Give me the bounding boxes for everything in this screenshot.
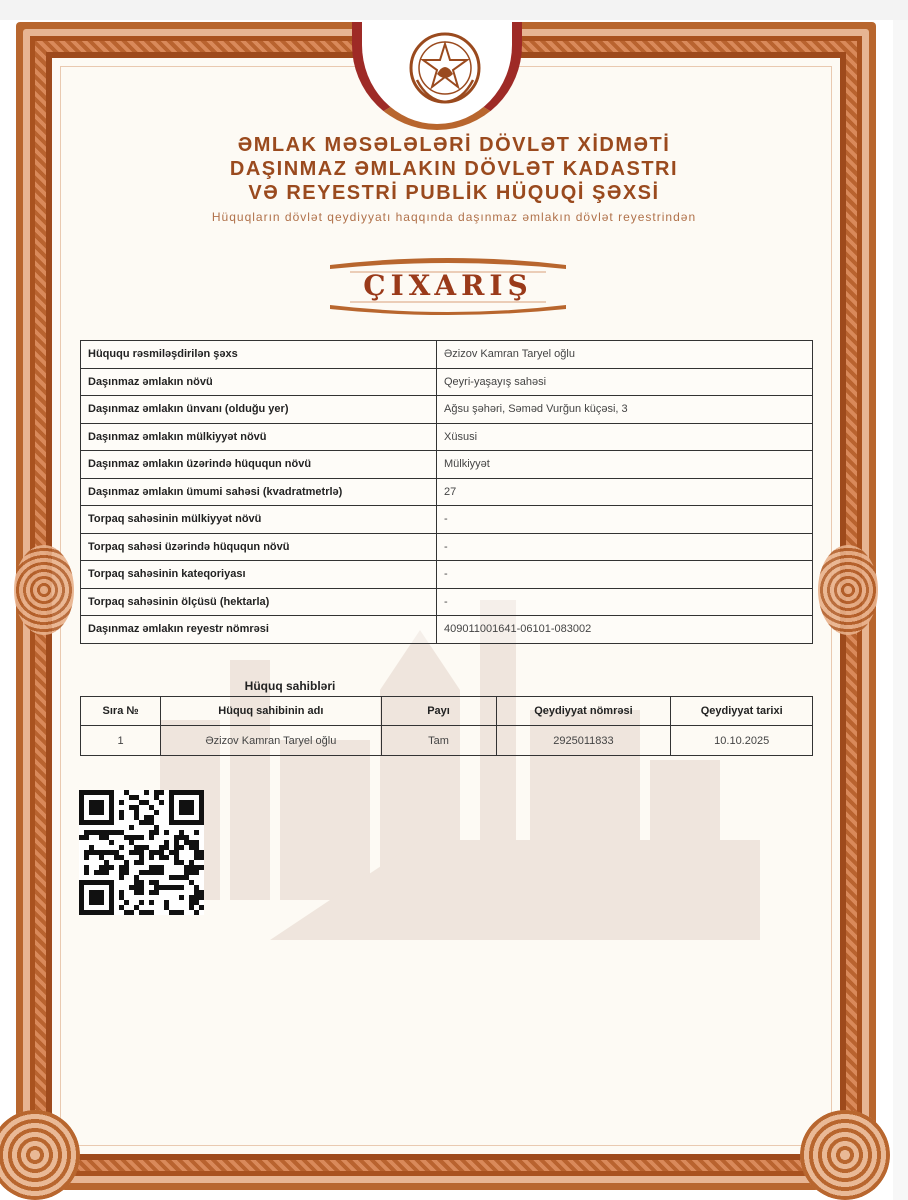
org-line-1: ƏMLAK MƏSƏLƏLƏRİ DÖVLƏT XİDMƏTİ	[237, 134, 671, 156]
document-title-banner	[330, 255, 566, 319]
column-header: Hüquq sahibinin adı	[161, 697, 381, 726]
property-info-table	[80, 340, 813, 644]
table-row	[81, 588, 813, 616]
table-row	[81, 561, 813, 589]
field-label: Daşınmaz əmlakın növü	[81, 368, 437, 396]
field-label: Daşınmaz əmlakın ümumi sahəsi (kvadratmetrlə)	[81, 478, 437, 506]
org-line-3: VƏ REYESTRİ PUBLİK HÜQUQİ ŞƏXSİ	[248, 182, 660, 204]
field-label: Daşınmaz əmlakın üzərində hüququn növü	[81, 451, 437, 479]
org-line-2: DAŞINMAZ ƏMLAKIN DÖVLƏT KADASTRI	[229, 158, 679, 180]
table-header-row	[81, 697, 813, 726]
left-rosette	[14, 545, 74, 635]
field-value: 27	[437, 478, 813, 506]
right-rosette	[818, 545, 878, 635]
owners-caption: Hüquq sahibləri	[244, 679, 336, 693]
state-emblem-icon	[407, 30, 483, 106]
column-header: Payı	[381, 697, 496, 726]
field-value: -	[437, 506, 813, 534]
field-value: 409011001641-06101-083002	[437, 616, 813, 644]
table-row	[81, 506, 813, 534]
table-row	[81, 341, 813, 369]
field-value: Əzizov Kamran Taryel oğlu	[437, 341, 813, 369]
field-value: Ağsu şəhəri, Səməd Vurğun küçəsi, 3	[437, 396, 813, 424]
document-subtitle: Hüquqların dövlət qeydiyyatı haqqında daşınmaz əmlakın dövlət reyestrindən	[211, 210, 697, 224]
field-label: Torpaq sahəsi üzərində hüququn növü	[81, 533, 437, 561]
field-label: Daşınmaz əmlakın ünvanı (olduğu yer)	[81, 396, 437, 424]
table-row	[81, 368, 813, 396]
field-value: Xüsusi	[437, 423, 813, 451]
table-row	[81, 396, 813, 424]
field-label: Torpaq sahəsinin mülkiyyət növü	[81, 506, 437, 534]
field-value: -	[437, 588, 813, 616]
table-cell: 1	[81, 726, 161, 756]
table-row	[81, 726, 813, 756]
table-cell: 2925011833	[496, 726, 671, 756]
table-cell: Tam	[381, 726, 496, 756]
table-row	[81, 478, 813, 506]
field-label: Daşınmaz əmlakın mülkiyyət növü	[81, 423, 437, 451]
bottom-right-ornament	[800, 1110, 890, 1200]
field-value: -	[437, 533, 813, 561]
table-row	[81, 451, 813, 479]
field-label: Hüququ rəsmiləşdirilən şəxs	[81, 341, 437, 369]
table-row	[81, 423, 813, 451]
window-top-strip	[0, 0, 908, 20]
column-header: Qeydiyyat nömrəsi	[496, 697, 671, 726]
table-row	[81, 533, 813, 561]
document-title: ÇIXARIŞ	[363, 269, 533, 302]
field-label: Daşınmaz əmlakın reyestr nömrəsi	[81, 616, 437, 644]
table-cell: Əzizov Kamran Taryel oğlu	[161, 726, 381, 756]
field-label: Torpaq sahəsinin ölçüsü (hektarla)	[81, 588, 437, 616]
field-value: Mülkiyyət	[437, 451, 813, 479]
table-cell: 10.10.2025	[671, 726, 813, 756]
owners-table	[80, 696, 813, 756]
column-header: Qeydiyyat tarixi	[671, 697, 813, 726]
field-value: Qeyri-yaşayış sahəsi	[437, 368, 813, 396]
field-value: -	[437, 561, 813, 589]
table-row	[81, 616, 813, 644]
qr-code-icon	[79, 790, 204, 915]
column-header: Sıra №	[81, 697, 161, 726]
field-label: Torpaq sahəsinin kateqoriyası	[81, 561, 437, 589]
